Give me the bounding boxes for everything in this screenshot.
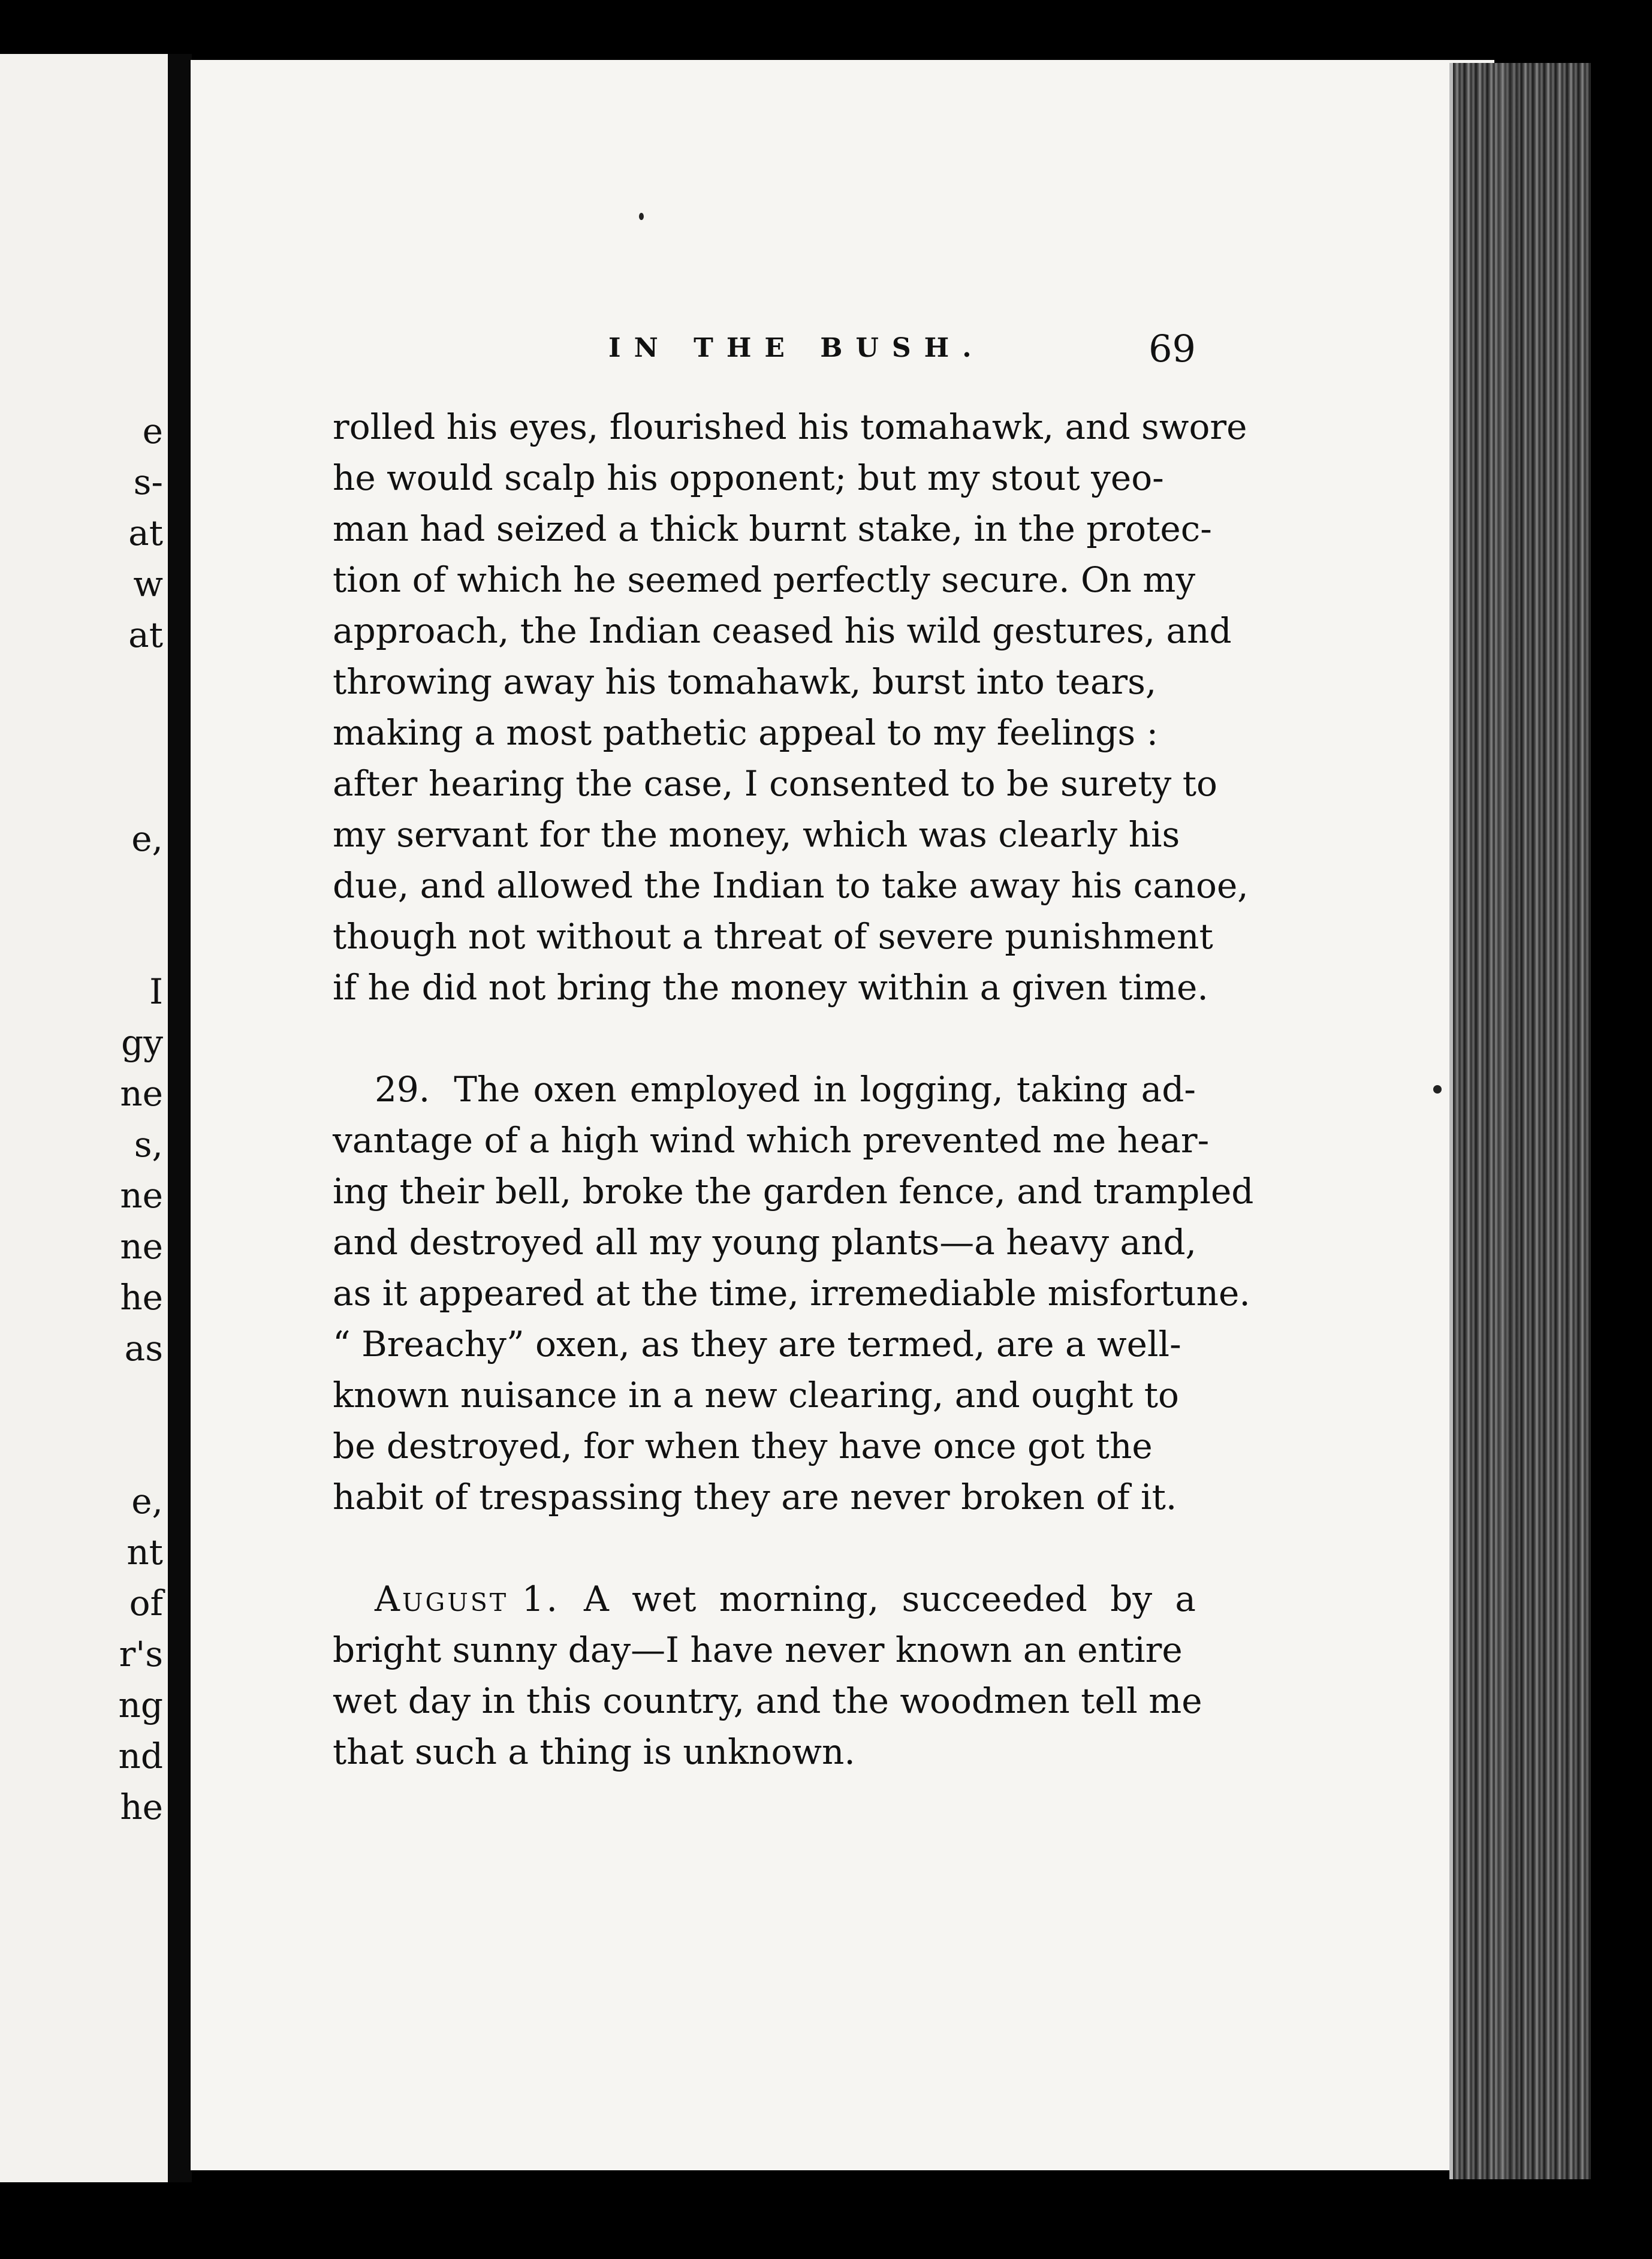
running-head: IN THE BUSH. xyxy=(608,333,985,363)
left-page-fragment: I xyxy=(149,971,163,1012)
line-text: my servant for the money, which was clearly his xyxy=(333,814,1180,855)
left-page-fragment: he xyxy=(120,1787,163,1827)
scan-top-border xyxy=(0,0,1652,57)
scan-bottom-border xyxy=(0,2182,1652,2259)
left-page-fragment: at xyxy=(128,615,163,655)
text-line xyxy=(333,1625,1196,1676)
text-line xyxy=(333,555,1196,606)
ink-speck xyxy=(639,213,644,220)
entry-label: August 1. xyxy=(375,1579,560,1619)
left-page-fragment: gy xyxy=(121,1022,163,1063)
line-text: and destroyed all my young plants—a heavy and, xyxy=(333,1222,1197,1263)
left-page-fragment: at xyxy=(128,513,163,553)
text-line xyxy=(333,758,1217,809)
line-text: approach, the Indian ceased his wild gestures, and xyxy=(333,610,1232,651)
line-text: tion of which he seemed perfectly secure. On my xyxy=(333,559,1196,600)
text-line xyxy=(333,962,1208,1013)
text-line xyxy=(333,1319,1196,1370)
text-line xyxy=(333,1370,1196,1421)
book-gutter xyxy=(168,54,192,2188)
line-text: A wet morning, succeeded by a xyxy=(583,1579,1196,1619)
line-text: The oxen employed in logging, taking ad- xyxy=(454,1069,1196,1110)
left-page-fragment: as xyxy=(124,1328,163,1369)
ink-speck xyxy=(1433,1085,1442,1094)
text-line xyxy=(333,656,1196,707)
left-page-fragment: w xyxy=(133,564,163,604)
left-page-edge xyxy=(0,54,168,2188)
text-line xyxy=(333,453,1196,504)
text-line xyxy=(333,606,1232,656)
text-line xyxy=(333,1115,1210,1166)
line-text: rolled his eyes, flourished his tomahawk, and swore xyxy=(333,406,1247,447)
line-text: due, and allowed the Indian to take away his canoe, xyxy=(333,865,1249,906)
text-line xyxy=(333,1676,1202,1727)
text-line xyxy=(333,707,1196,758)
text-line xyxy=(333,1217,1196,1268)
line-text: making a most pathetic appeal to my feelings : xyxy=(333,712,1159,753)
page-number: 69 xyxy=(1148,327,1196,371)
line-text: throwing away his tomahawk, burst into tears, xyxy=(333,661,1157,702)
left-page-fragment: e xyxy=(142,411,163,451)
text-line xyxy=(333,1472,1196,1523)
text-line xyxy=(333,1064,1196,1115)
paragraph-gap xyxy=(333,1013,1196,1064)
text-line xyxy=(333,1268,1250,1319)
line-text: that such a thing is unknown. xyxy=(333,1731,855,1772)
line-text: be destroyed, for when they have once got the xyxy=(333,1426,1153,1466)
text-line xyxy=(333,809,1196,860)
left-page-fragment: e, xyxy=(131,1481,163,1522)
left-page-fragment: ne xyxy=(120,1175,163,1216)
left-page-fragment: e, xyxy=(131,818,163,859)
line-text: ing their bell, broke the garden fence, and trampled xyxy=(333,1171,1254,1212)
left-page-fragment: s, xyxy=(134,1124,163,1165)
left-page-fragment: he xyxy=(120,1277,163,1318)
line-text: wet day in this country, and the woodmen tell me xyxy=(333,1680,1202,1721)
entry-label: 29. xyxy=(375,1069,430,1110)
line-text: man had seized a thick burnt stake, in the protec- xyxy=(333,508,1212,549)
left-page-fragment: nt xyxy=(126,1532,163,1573)
line-text: known nuisance in a new clearing, and ought to xyxy=(333,1375,1179,1415)
line-text: though not without a threat of severe punishment xyxy=(333,916,1213,957)
line-text: bright sunny day—I have never known an entire xyxy=(333,1630,1183,1670)
text-line xyxy=(333,1574,1196,1625)
left-page-fragment: ne xyxy=(120,1226,163,1267)
line-text: after hearing the case, I consented to be surety to xyxy=(333,763,1217,804)
left-page-fragment: nd xyxy=(118,1736,163,1776)
line-text: he would scalp his opponent; but my stout yeo- xyxy=(333,457,1164,498)
paragraph-gap xyxy=(333,1523,1196,1574)
left-page-fragment: ne xyxy=(120,1073,163,1114)
text-line xyxy=(333,1421,1196,1472)
text-line xyxy=(333,504,1212,555)
left-page-fragment: r's xyxy=(119,1634,163,1674)
line-text: as it appeared at the time, irremediable misfortune. xyxy=(333,1273,1250,1314)
line-text: if he did not bring the money within a given time. xyxy=(333,967,1208,1008)
text-line xyxy=(333,1727,1196,1778)
page-fore-edge xyxy=(1449,63,1591,2179)
line-text: vantage of a high wind which prevented me hear- xyxy=(333,1120,1210,1161)
text-line xyxy=(333,402,1247,453)
line-text: habit of trespassing they are never broken of it. xyxy=(333,1477,1177,1517)
left-page-fragment: of xyxy=(129,1583,163,1624)
line-text: “ Breachy” oxen, as they are termed, are a well- xyxy=(333,1324,1181,1365)
text-line xyxy=(333,1166,1254,1217)
page-header xyxy=(333,327,1196,375)
body-text xyxy=(333,402,1254,1778)
text-line xyxy=(333,911,1213,962)
left-page-fragment: s- xyxy=(133,462,163,502)
text-line xyxy=(333,860,1249,911)
left-page-fragment: ng xyxy=(118,1685,163,1725)
